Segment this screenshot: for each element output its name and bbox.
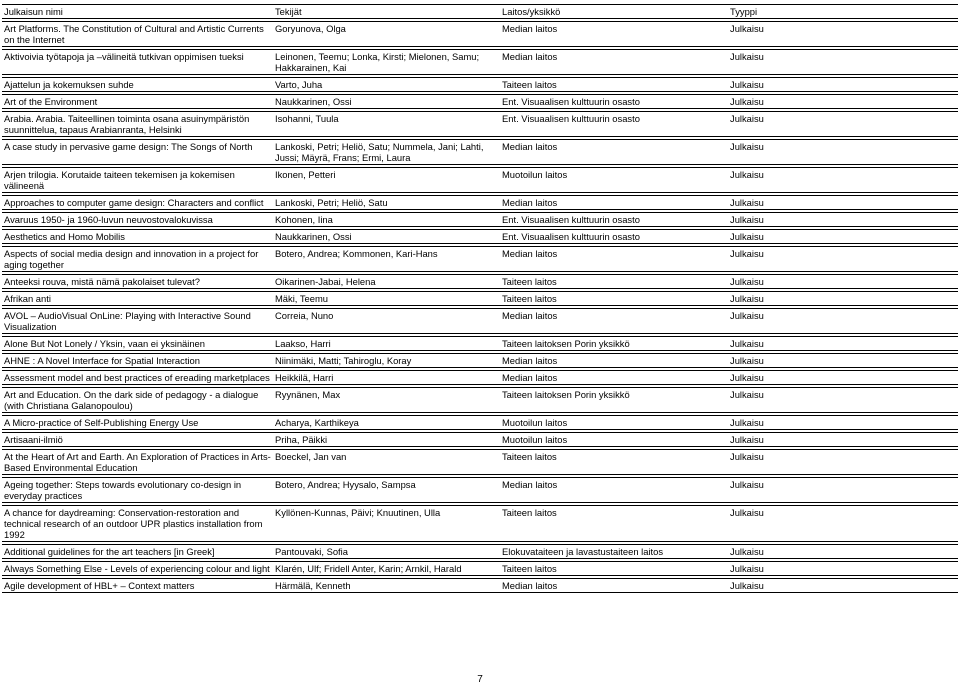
cell-authors: Mäki, Teemu: [273, 291, 500, 306]
cell-authors: Naukkarinen, Ossi: [273, 229, 500, 244]
cell-type: Julkaisu: [728, 195, 958, 210]
cell-type: Julkaisu: [728, 77, 958, 92]
cell-type: Julkaisu: [728, 561, 958, 576]
cell-authors: Laakso, Harri: [273, 336, 500, 351]
cell-title: A chance for daydreaming: Conservation-restoration and technical research of an outdoor UPR plastics installation from 1992: [2, 505, 273, 542]
table-row: [2, 505, 958, 542]
cell-type: Julkaisu: [728, 21, 958, 47]
cell-unit: Median laitos: [500, 139, 728, 165]
cell-unit: Median laitos: [500, 21, 728, 47]
cell-type: Julkaisu: [728, 544, 958, 559]
cell-type: Julkaisu: [728, 167, 958, 193]
cell-unit: Muotoilun laitos: [500, 432, 728, 447]
table-row: [2, 370, 958, 385]
cell-title: A Micro-practice of Self-Publishing Energy Use: [2, 415, 273, 430]
table-row: [2, 477, 958, 503]
cell-unit: Taiteen laitos: [500, 274, 728, 289]
cell-authors: Leinonen, Teemu; Lonka, Kirsti; Mielonen, Samu; Hakkarainen, Kai: [273, 49, 500, 75]
cell-title: Agile development of HBL+ – Context matters: [2, 578, 273, 593]
cell-unit: Taiteen laitos: [500, 77, 728, 92]
table-row: [2, 291, 958, 306]
cell-title: Avaruus 1950- ja 1960-luvun neuvostovalokuvissa: [2, 212, 273, 227]
cell-unit: Median laitos: [500, 195, 728, 210]
cell-unit: Median laitos: [500, 578, 728, 593]
cell-title: Assessment model and best practices of ereading marketplaces: [2, 370, 273, 385]
table-row: [2, 195, 958, 210]
cell-unit: Median laitos: [500, 477, 728, 503]
cell-title: Art Platforms. The Constitution of Cultural and Artistic Currents on the Internet: [2, 21, 273, 47]
cell-unit: Median laitos: [500, 353, 728, 368]
cell-authors: Correia, Nuno: [273, 308, 500, 334]
cell-title: AVOL – AudioVisual OnLine: Playing with Interactive Sound Visualization: [2, 308, 273, 334]
cell-authors: Goryunova, Olga: [273, 21, 500, 47]
cell-type: Julkaisu: [728, 387, 958, 413]
cell-title: Aspects of social media design and innovation in a project for aging together: [2, 246, 273, 272]
cell-type: Julkaisu: [728, 139, 958, 165]
cell-authors: Ryynänen, Max: [273, 387, 500, 413]
cell-authors: Isohanni, Tuula: [273, 111, 500, 137]
cell-authors: Ikonen, Petteri: [273, 167, 500, 193]
publication-table: [2, 2, 958, 595]
cell-authors: Klarén, Ulf; Fridell Anter, Karin; Arnkil, Harald: [273, 561, 500, 576]
cell-title: Additional guidelines for the art teachers [in Greek]: [2, 544, 273, 559]
cell-title: Ajattelun ja kokemuksen suhde: [2, 77, 273, 92]
header-authors: Tekijät: [273, 4, 500, 19]
cell-type: Julkaisu: [728, 212, 958, 227]
table-row: [2, 578, 958, 593]
table-row: [2, 111, 958, 137]
cell-authors: Pantouvaki, Sofia: [273, 544, 500, 559]
table-body: [2, 21, 958, 593]
table-row: [2, 274, 958, 289]
cell-title: Arjen trilogia. Korutaide taiteen tekemisen ja kokemisen välineenä: [2, 167, 273, 193]
cell-authors: Härmälä, Kenneth: [273, 578, 500, 593]
cell-authors: Botero, Andrea; Hyysalo, Sampsa: [273, 477, 500, 503]
table-row: [2, 353, 958, 368]
cell-type: Julkaisu: [728, 49, 958, 75]
cell-type: Julkaisu: [728, 505, 958, 542]
cell-authors: Acharya, Karthikeya: [273, 415, 500, 430]
table-row: [2, 229, 958, 244]
header-type: Tyyppi: [728, 4, 958, 19]
cell-authors: Priha, Päikki: [273, 432, 500, 447]
table-row: [2, 561, 958, 576]
table-row: [2, 415, 958, 430]
cell-type: Julkaisu: [728, 415, 958, 430]
table-row: [2, 246, 958, 272]
cell-authors: Boeckel, Jan van: [273, 449, 500, 475]
table-row: [2, 49, 958, 75]
cell-type: Julkaisu: [728, 308, 958, 334]
cell-type: Julkaisu: [728, 94, 958, 109]
cell-title: At the Heart of Art and Earth. An Exploration of Practices in Arts-Based Environmental Education: [2, 449, 273, 475]
cell-unit: Median laitos: [500, 370, 728, 385]
cell-unit: Ent. Visuaalisen kulttuurin osasto: [500, 212, 728, 227]
cell-unit: Median laitos: [500, 308, 728, 334]
cell-authors: Varto, Juha: [273, 77, 500, 92]
table-row: [2, 139, 958, 165]
cell-title: Ageing together: Steps towards evolutionary co-design in everyday practices: [2, 477, 273, 503]
table-row: [2, 544, 958, 559]
cell-title: Alone But Not Lonely / Yksin, vaan ei yksinäinen: [2, 336, 273, 351]
cell-unit: Median laitos: [500, 49, 728, 75]
cell-title: Aesthetics and Homo Mobilis: [2, 229, 273, 244]
table-row: [2, 77, 958, 92]
cell-title: Anteeksi rouva, mistä nämä pakolaiset tulevat?: [2, 274, 273, 289]
cell-type: Julkaisu: [728, 246, 958, 272]
cell-title: Aktivoivia työtapoja ja –välineitä tutkivan oppimisen tueksi: [2, 49, 273, 75]
cell-unit: Taiteen laitoksen Porin yksikkö: [500, 387, 728, 413]
cell-unit: Muotoilun laitos: [500, 167, 728, 193]
cell-title: Art of the Environment: [2, 94, 273, 109]
table-row: [2, 167, 958, 193]
cell-authors: Lankoski, Petri; Heliö, Satu; Nummela, Jani; Lahti, Jussi; Mäyrä, Frans; Ermi, Laura: [273, 139, 500, 165]
cell-authors: Heikkilä, Harri: [273, 370, 500, 385]
table-row: [2, 212, 958, 227]
cell-unit: Taiteen laitos: [500, 291, 728, 306]
cell-unit: Taiteen laitoksen Porin yksikkö: [500, 336, 728, 351]
table-row: [2, 21, 958, 47]
cell-unit: Ent. Visuaalisen kulttuurin osasto: [500, 229, 728, 244]
cell-type: Julkaisu: [728, 229, 958, 244]
table-header-row: [2, 4, 958, 19]
cell-authors: Kohonen, Iina: [273, 212, 500, 227]
cell-unit: Elokuvataiteen ja lavastustaiteen laitos: [500, 544, 728, 559]
table-row: [2, 449, 958, 475]
cell-type: Julkaisu: [728, 336, 958, 351]
cell-title: AHNE : A Novel Interface for Spatial Interaction: [2, 353, 273, 368]
cell-authors: Botero, Andrea; Kommonen, Kari-Hans: [273, 246, 500, 272]
cell-title: Approaches to computer game design: Characters and conflict: [2, 195, 273, 210]
cell-type: Julkaisu: [728, 432, 958, 447]
cell-type: Julkaisu: [728, 353, 958, 368]
cell-type: Julkaisu: [728, 578, 958, 593]
cell-type: Julkaisu: [728, 274, 958, 289]
cell-title: A case study in pervasive game design: The Songs of North: [2, 139, 273, 165]
cell-unit: Ent. Visuaalisen kulttuurin osasto: [500, 94, 728, 109]
header-unit: Laitos/yksikkö: [500, 4, 728, 19]
cell-authors: Oikarinen-Jabai, Helena: [273, 274, 500, 289]
cell-unit: Ent. Visuaalisen kulttuurin osasto: [500, 111, 728, 137]
table-row: [2, 432, 958, 447]
cell-title: Art and Education. On the dark side of pedagogy - a dialogue (with Christiana Galanopoulou): [2, 387, 273, 413]
cell-type: Julkaisu: [728, 370, 958, 385]
table-row: [2, 94, 958, 109]
cell-type: Julkaisu: [728, 477, 958, 503]
cell-title: Arabia. Arabia. Taiteellinen toiminta osana asuinympäristön suunnittelua, tapaus Arabianranta, Helsinki: [2, 111, 273, 137]
table-row: [2, 336, 958, 351]
cell-title: Afrikan anti: [2, 291, 273, 306]
page-number: 7: [477, 674, 483, 685]
cell-type: Julkaisu: [728, 291, 958, 306]
cell-authors: Naukkarinen, Ossi: [273, 94, 500, 109]
cell-unit: Taiteen laitos: [500, 449, 728, 475]
cell-unit: Taiteen laitos: [500, 505, 728, 542]
header-title: Julkaisun nimi: [2, 4, 273, 19]
cell-unit: Muotoilun laitos: [500, 415, 728, 430]
cell-unit: Taiteen laitos: [500, 561, 728, 576]
cell-authors: Niinimäki, Matti; Tahiroglu, Koray: [273, 353, 500, 368]
cell-authors: Kyllönen-Kunnas, Päivi; Knuutinen, Ulla: [273, 505, 500, 542]
cell-title: Artisaani-ilmiö: [2, 432, 273, 447]
cell-type: Julkaisu: [728, 111, 958, 137]
table-row: [2, 387, 958, 413]
cell-unit: Median laitos: [500, 246, 728, 272]
table-row: [2, 308, 958, 334]
cell-authors: Lankoski, Petri; Heliö, Satu: [273, 195, 500, 210]
cell-type: Julkaisu: [728, 449, 958, 475]
cell-title: Always Something Else - Levels of experiencing colour and light: [2, 561, 273, 576]
publication-table-container: [2, 2, 958, 595]
